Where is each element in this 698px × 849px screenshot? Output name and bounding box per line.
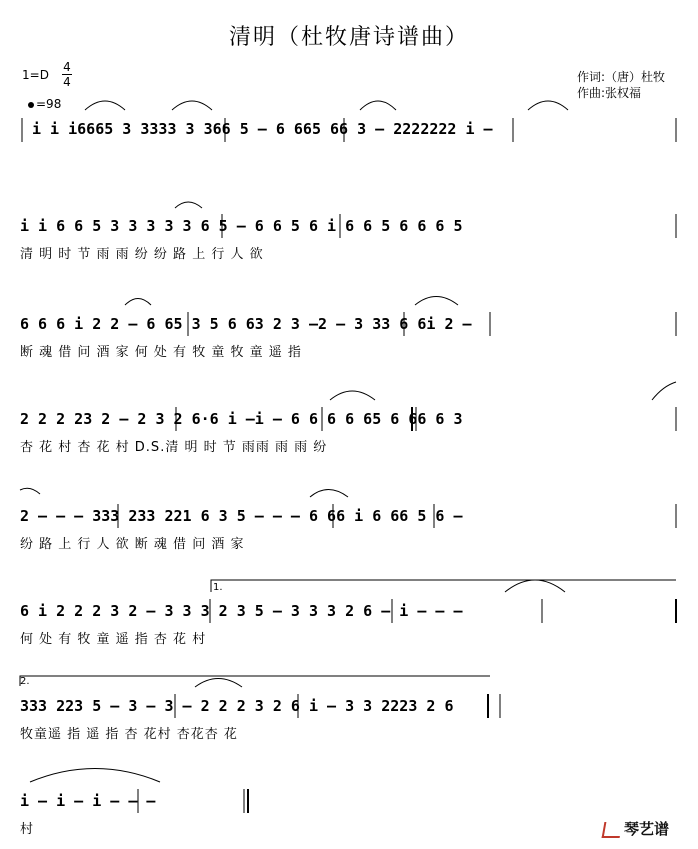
volta-1-label: 1. xyxy=(213,582,223,593)
slur xyxy=(505,580,565,592)
notation-line-7: 333 223 5 – 3 – 3 – 2 2 2 3 2 6 i – 3 3 2223 2 6 xyxy=(20,697,454,715)
page-title: 清明（杜牧唐诗谱曲） xyxy=(228,25,469,50)
lyrics-line-7: 牧童遥 指 遥 指 杏 花村 杏花杏 花 xyxy=(20,727,238,742)
notation-line-6: 6 i 2 2 2 3 2 – 3 3 3 2 3 5 – 3 3 3 2 6 – i – – – xyxy=(20,602,463,620)
notation-line-2: i i 6 6 5 3 3 3 3 3 6 5 – 6 6 5 6 i 6 6 5 6 6 6 5 xyxy=(20,217,463,235)
watermark xyxy=(603,818,669,839)
lyrics-line-5: 纷 路 上 行 人 欲 断 魂 借 问 酒 家 xyxy=(20,537,245,552)
key-signature: 1=D xyxy=(22,68,49,82)
notation-line-4: 2 2 2 23 2 – 2 3 2 6·6 i –i – 6 6 6 6 65 6 66 6 3 xyxy=(20,410,463,428)
lyrics-line-2: 清 明 时 节 雨 雨 纷 纷 路 上 行 人 欲 xyxy=(20,247,264,262)
volta-1-bracket xyxy=(211,580,676,592)
volta-2-bracket xyxy=(20,676,490,686)
slur xyxy=(415,297,458,306)
slur xyxy=(195,679,242,688)
slur xyxy=(330,391,375,400)
time-signature-top: 4 xyxy=(63,60,71,74)
time-signature-bottom: 4 xyxy=(63,75,71,89)
notation-line-5: 2 – – – 333 233 221 6 3 5 – – – 6 66 i 6 66 5 6 – xyxy=(20,507,463,525)
slur xyxy=(20,488,40,494)
notation-line-1: i i i6665 3 3333 3 366 5 – 6 665 66 3 – 2222222 i – xyxy=(32,120,493,138)
slur xyxy=(172,101,212,110)
slur xyxy=(175,202,202,208)
slur xyxy=(310,490,348,498)
watermark-brand: 琴艺谱 xyxy=(624,820,670,838)
volta-2-label: 2. xyxy=(20,676,30,687)
slur xyxy=(30,769,160,783)
slur xyxy=(85,101,125,110)
lyrics-line-6: 何 处 有 牧 童 遥 指 杏 花 村 xyxy=(20,632,207,647)
lyricist-credit: 作词:（唐）杜牧 xyxy=(577,70,666,84)
notation-line-8: i – i – i – – – xyxy=(20,792,156,810)
slur xyxy=(528,101,568,110)
notation-line-3: 6 6 6 i 2 2 – 6 65 3 5 6 63 2 3 –2 – 3 33 6 6i 2 – xyxy=(20,315,472,333)
lyrics-line-8: 村 xyxy=(20,822,35,837)
tempo-value: =98 xyxy=(36,97,62,111)
lyrics-line-4: 杏 花 村 杏 花 村 D.S.清 明 时 节 雨雨 雨 雨 纷 xyxy=(20,440,328,455)
slur xyxy=(360,101,396,110)
lyrics-line-3: 断 魂 借 问 酒 家 何 处 有 牧 童 牧 童 遥 指 xyxy=(20,345,302,360)
composer-credit: 作曲:张权福 xyxy=(577,86,642,100)
qinyipu-logo-icon xyxy=(602,822,623,838)
slur xyxy=(652,382,676,400)
slur xyxy=(125,299,151,306)
